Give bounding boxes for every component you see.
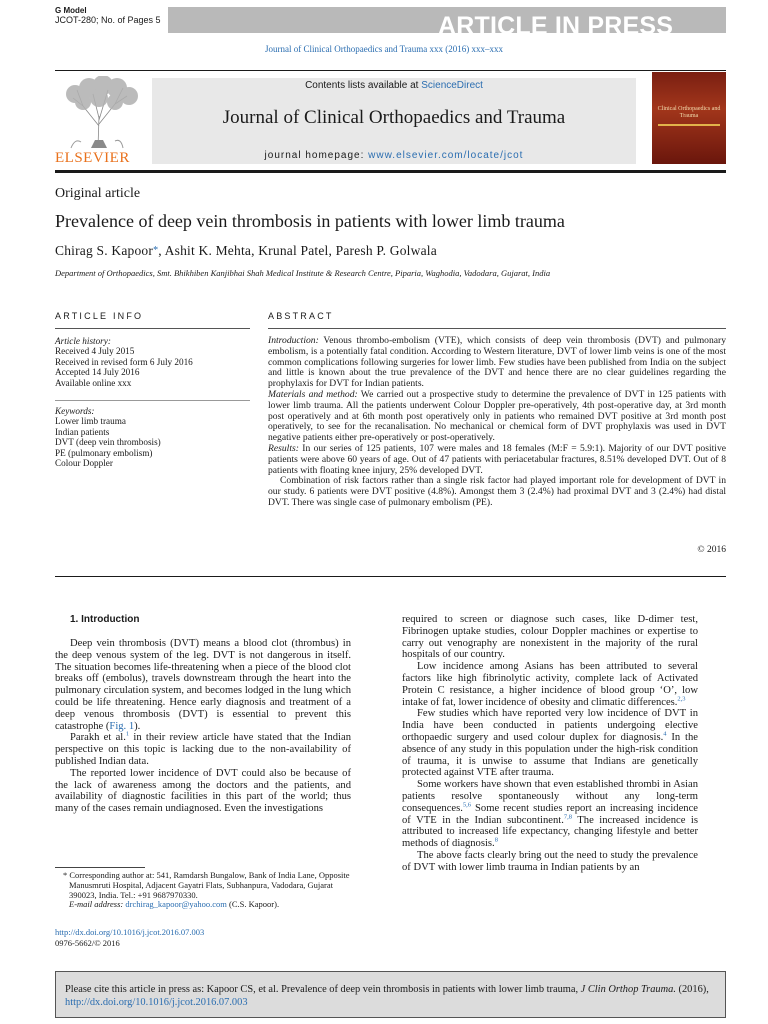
homepage-link[interactable]: www.elsevier.com/locate/jcot — [368, 150, 524, 161]
history-received: Received 4 July 2015 — [55, 346, 135, 357]
masthead-box — [152, 78, 636, 164]
paragraph-1 — [55, 638, 351, 732]
email-link[interactable]: drchirag_kapoor@yahoo.com — [125, 899, 227, 910]
r4-text-c: The increased incidence is attributed to increased life expectancy, changing lifestyle and better methods of diagnosis. — [402, 814, 698, 850]
r2-text: Low incidence among Asians has been attributed to several factors like high fibrinolytic activity, complete lack of Activated Protein C resistance, a higher incidence of blood group ‘O’, low intake of fat, lower incidence of obesity and climatic differences. — [402, 661, 698, 708]
keywords-label: Keywords: — [55, 406, 95, 416]
ref-link[interactable]: 4 — [663, 730, 667, 738]
results-label: Results: — [268, 442, 299, 454]
sciencedirect-link[interactable]: ScienceDirect — [421, 80, 483, 91]
doi-link[interactable]: http://dx.doi.org/10.1016/j.jcot.2016.07.003 — [55, 927, 205, 937]
citation-box — [55, 971, 726, 1018]
results-text: In our series of 125 patients, 107 were males and 18 females (M:F = 5.9:1). Majority of our DVT positive patients were above 60 years of age. Out of 47 patients with periacetabular fractures, 8.51% developed DVT. Out of 8 patients with floating knee injury, 25% developed DVT. — [268, 442, 726, 476]
ref-link[interactable]: 2,3 — [677, 695, 686, 703]
footnote-text: Corresponding author at: 541, Ramdarsh Bungalow, Bank of India Lane, Opposite Manusmruti Hospital, Adjacent Gayatri Flats, Subhanpura, Vadodara, Gujarat 390023, India. Tel.: +91 9687970330. — [67, 870, 350, 900]
citation-journal: J Clin Orthop Trauma. — [580, 984, 676, 995]
journal-homepage — [152, 150, 636, 162]
author-list — [55, 243, 437, 259]
issn: 0976-5662/© 2016 — [55, 938, 120, 948]
citation-prefix: Please cite this article in press as: Kapoor CS, et al. Prevalence of deep vein thrombosis in patients with lower limb trauma, — [65, 984, 581, 995]
abstract-results-2: Combination of risk factors rather than a single risk factor had played important role for development of DVT in our study. 6 patients were DVT positive (4.8%). Amongst them 3 (2.4%) had proximal DVT and 3 (2.4%) had distal DVT. There was single case of pulmonary embolism (PE). — [268, 475, 726, 508]
authors-rest: , Ashit K. Mehta, Krunal Patel, Paresh P. Golwala — [158, 243, 437, 258]
body-left-column — [55, 614, 351, 815]
citation-year: (2016), — [675, 984, 709, 995]
body-right-column — [402, 614, 698, 874]
journal-cover-thumbnail — [652, 72, 726, 164]
footnote-mark: * — [63, 870, 68, 880]
keyword-item: Lower limb trauma — [55, 416, 126, 427]
paragraph-r3 — [402, 708, 698, 779]
paragraph-r1: required to screen or diagnose such cases, like D-dimer test, Fibrinogen uptake studies, colour Doppler machines or expertise to carry out venography are nonexistent in the majority of the rural hospitals of our country. — [402, 614, 698, 661]
keywords-rule — [55, 400, 250, 401]
masthead-top-rule — [55, 70, 726, 71]
r3-text-b: In the absence of any study in this population under the high-risk condition of trauma, it is unwise to assume that Indians are genetically protected against VTE after trauma. — [402, 731, 698, 779]
p2-text-b: in their review article have stated that the Indian perspective on this topic is lacking due to the non-availability of published Indian data. — [55, 732, 351, 767]
r4-text-b: Some recent studies report an increasing incidence of VTE in the Indian subcontinent. — [402, 802, 698, 826]
email-label: E-mail address: — [69, 899, 126, 910]
keywords — [55, 406, 250, 468]
paragraph-r2 — [402, 661, 698, 708]
r3-text-a: Few studies which have reported very low incidence of DVT in India have been conducted in patients undergoing elective orthopaedic surgery and used colour duplex for diagnosis. — [402, 708, 698, 743]
article-info-rule — [55, 328, 250, 329]
article-in-press-banner — [168, 7, 726, 40]
contents-line — [152, 80, 636, 92]
history-label: Article history: — [55, 336, 111, 346]
methods-label: Materials and method: — [268, 388, 358, 400]
history-accepted: Accepted 14 July 2016 — [55, 367, 140, 378]
homepage-prefix: journal homepage: — [264, 150, 369, 161]
article-history — [55, 336, 250, 388]
cover-band — [658, 124, 720, 126]
keyword-item: PE (pulmonary embolism) — [55, 447, 153, 458]
paragraph-3: The reported lower incidence of DVT could also be because of the lack of awareness among the doctors and the patients, and availability of diagnostic facilities in this part of the world; thus many of the cases remain undiagnosed. Even the investigations — [55, 767, 351, 815]
masthead-bottom-rule — [55, 170, 726, 173]
ref-link[interactable]: 5,6 — [462, 801, 472, 809]
manuscript-id: JCOT-280; No. of Pages 5 — [55, 15, 161, 25]
journal-reference[interactable]: Journal of Clinical Orthopaedics and Trauma xxx (2016) xxx–xxx — [265, 44, 503, 54]
article-in-press-text: ARTICLE IN PRESS — [438, 12, 674, 40]
fig-1-link[interactable]: Fig. 1 — [109, 720, 135, 732]
intro-label: Introduction: — [268, 335, 319, 346]
ref-link[interactable]: 8 — [494, 836, 498, 844]
history-online: Available online xxx — [55, 377, 132, 388]
elsevier-wordmark: ELSEVIER — [55, 150, 130, 166]
abstract-body — [268, 336, 726, 509]
keyword-item: Indian patients — [55, 426, 110, 437]
cover-title: Clinical Orthopaedics and Trauma — [657, 106, 721, 119]
abstract-introduction — [268, 336, 726, 390]
abstract-header: ABSTRACT — [268, 311, 334, 321]
article-title: Prevalence of deep vein thrombosis in patients with lower limb trauma — [55, 211, 565, 231]
corresponding-author-mark[interactable]: * — [153, 245, 159, 256]
p2-text-a: Parakh et al. — [70, 732, 126, 744]
r4-text-a: Some workers have shown that even established thrombi in Asian patients resolve spontaneously without any long-term consequences. — [402, 779, 698, 814]
footnote-rule — [55, 867, 145, 868]
abstract-rule — [268, 328, 726, 329]
paragraph-2 — [55, 732, 351, 767]
paragraph-r5: The above facts clearly bring out the need to study the prevalence of DVT with lower limb trauma in Indian patients by an — [402, 849, 698, 873]
intro-text: Venous thrombo-embolism (VTE), which consists of deep vein thrombosis (DVT) and pulmonary embolism, is a potentially fatal condition. According to Western literature, DVT of lower limb veins is one of the most common complications following surgeries for lower limb. Few studies have been published from India on the subject and little is known about the true prevalence of the DVT and hence there are no clear guidelines regarding the prophylaxis for DVT for Indian patients. — [268, 335, 726, 390]
contents-prefix: Contents lists available at — [305, 80, 422, 91]
p1-text-a: Deep vein thrombosis (DVT) means a blood clot (thrombus) in the deep venous system of the leg. DVT is not dangerous in itself. The situation becomes life-threatening when a piece of the blood clot breaks off (embolus), travels downstream through the heart into the pulmonary circulation system, and becomes lodged in the lung which could be life threatening. Hence early diagnosis and treatment of a deep venous thrombosis (DVT) is essential to prevent this catastrophe ( — [55, 638, 351, 732]
g-model-label: G Model — [55, 6, 87, 15]
journal-title: Journal of Clinical Orthopaedics and Trauma — [222, 107, 566, 128]
paragraph-r4 — [402, 779, 698, 850]
p1-text-b: ). — [134, 720, 141, 732]
abstract-results — [268, 444, 726, 476]
abstract-bottom-rule — [55, 576, 726, 577]
history-revised: Received in revised form 6 July 2016 — [55, 356, 193, 367]
citation-doi-link[interactable]: http://dx.doi.org/10.1016/j.jcot.2016.07.003 — [65, 997, 248, 1008]
keyword-item: DVT (deep vein thrombosis) — [55, 437, 161, 448]
footnote — [55, 871, 351, 910]
section-heading-introduction: 1. Introduction — [70, 614, 140, 625]
article-info-header: ARTICLE INFO — [55, 311, 144, 321]
email-suffix: (C.S. Kapoor). — [226, 899, 280, 910]
article-type: Original article — [55, 186, 141, 201]
abstract-copyright: © 2016 — [697, 545, 726, 555]
corresponding-author-note — [55, 871, 351, 900]
abstract-methods — [268, 390, 726, 444]
author-1: Chirag S. Kapoor — [55, 243, 154, 258]
affiliation: Department of Orthopaedics, Smt. Bhikhiben Kanjibhai Shah Medical Institute & Research Centre, Piparia, Waghodia, Vadodara, Gujarat, India — [55, 268, 551, 278]
email-line — [55, 900, 351, 910]
methods-text: We carried out a prospective study to determine the prevalence of DVT in 125 patients with lower limb trauma. All the patients underwent Colour Doppler pre-operatively, 4th post-operative day, at 3rd month post operatively and at 6th month post operatively only in patients who remained DVT positive at 3rd month post operatively, to see for the recanalisation. No mechanical or chemical form of DVT prophylaxis was used in DVT negative patients either pre-operatively or post-operatively. — [268, 388, 726, 444]
ref-link[interactable]: 7,8 — [563, 813, 572, 821]
keyword-item: Colour Doppler — [55, 458, 113, 469]
ref-link[interactable]: 1 — [125, 730, 130, 738]
